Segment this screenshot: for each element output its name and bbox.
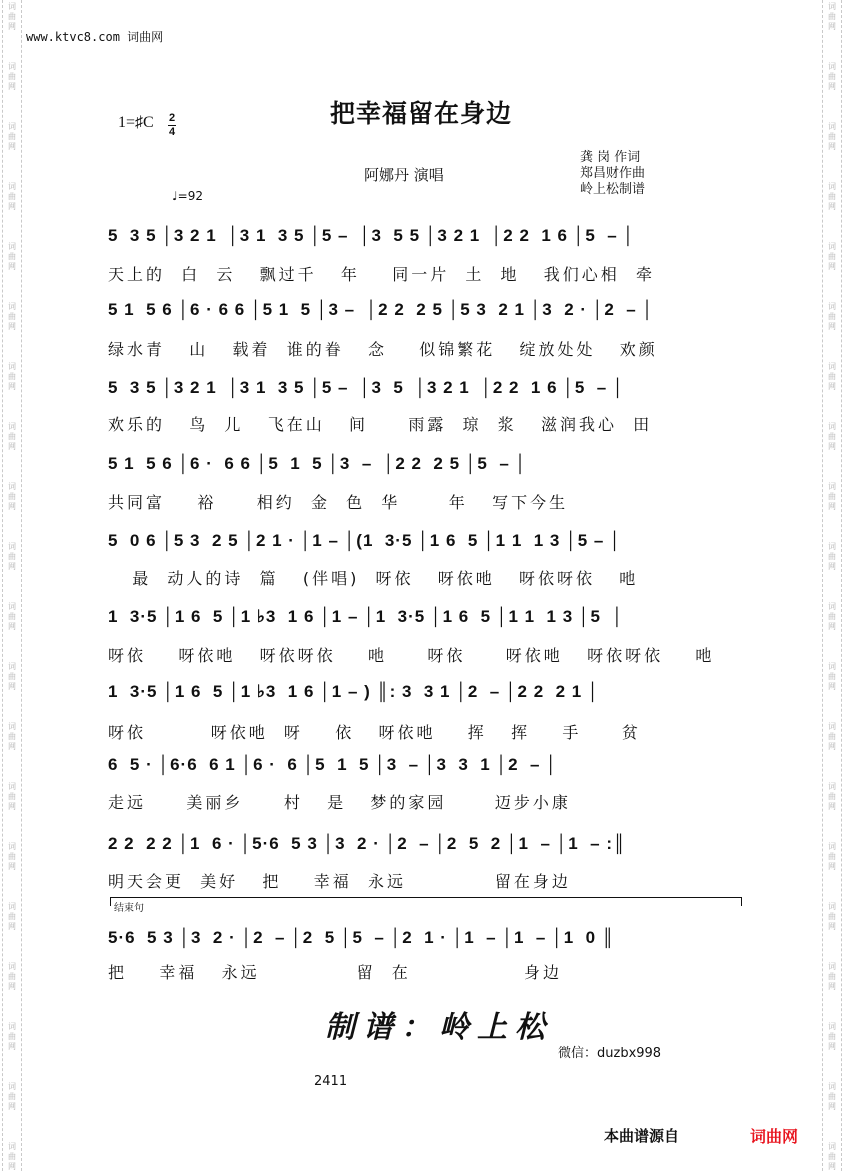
lyric-line-8: 走远 美丽乡 村 是 梦的家园 迈步小康 <box>108 793 571 812</box>
lyric-line-3: 欢乐的 鸟 儿 飞在山 间 雨露 琼 浆 滋润我心 田 <box>108 415 653 434</box>
notation-line-10: 5·6 5 3 │3 2 · │2 – │2 5 │5 – │2 1 · │1 – │1 – │1 0 ║ <box>108 928 615 947</box>
lyric-line-10: 把 幸福 永远 留 在 身边 <box>108 963 563 982</box>
credits-block <box>580 150 645 198</box>
lyricist-credit: 龚 岗 作词 <box>580 150 641 165</box>
side-watermark-mark: 词 曲 网 <box>8 842 16 871</box>
side-watermark-mark: 词 曲 网 <box>8 2 16 31</box>
side-watermark-mark: 词 曲 网 <box>8 122 16 151</box>
tempo-marking: ♩=92 <box>172 189 203 203</box>
side-watermark-mark: 词 曲 网 <box>828 602 836 631</box>
side-watermark-mark: 词 曲 网 <box>8 362 16 391</box>
side-watermark-mark: 词 曲 网 <box>8 422 16 451</box>
side-watermark-mark: 词 曲 网 <box>828 62 836 91</box>
key-signature: 1=♯C <box>118 114 154 131</box>
lyric-line-2: 绿水青 山 载着 谁的眷 念 似锦繁花 绽放处处 欢颜 <box>108 340 658 359</box>
side-watermark-mark: 词 曲 网 <box>828 962 836 991</box>
side-watermark-mark: 词 曲 网 <box>828 1142 836 1171</box>
brand-link[interactable]: 词曲网 <box>750 1127 799 1146</box>
side-watermark-mark: 词 曲 网 <box>828 782 836 811</box>
transcriber-signature: 制谱：岭上松 <box>325 1010 553 1045</box>
side-watermark-mark: 词 曲 网 <box>828 362 836 391</box>
ending-bracket <box>110 897 742 906</box>
side-watermark-mark: 词 曲 网 <box>8 962 16 991</box>
side-watermark-mark: 词 曲 网 <box>828 722 836 751</box>
right-side-watermark-strip <box>822 0 842 1171</box>
side-watermark-mark: 词 曲 网 <box>8 782 16 811</box>
page-title: 把幸福留在身边 <box>329 99 512 128</box>
side-watermark-mark: 词 曲 网 <box>828 182 836 211</box>
side-watermark-mark: 词 曲 网 <box>828 902 836 931</box>
side-watermark-mark: 词 曲 网 <box>8 662 16 691</box>
composer-credit: 郑昌财作曲 <box>580 166 646 181</box>
site-header: www.ktvc8.com 词曲网 <box>26 30 164 44</box>
notation-line-8: 6 5 · │6·6 6 1 │6 · 6 │5 1 5 │3 – │3 3 1 │2 – │ <box>108 755 558 774</box>
notation-line-9: 2 2 2 2 │1 6 · │5·6 5 3 │3 2 · │2 – │2 5 2 │1 – │1 – :║ <box>108 834 627 853</box>
notation-line-1: 5 3 5 │3 2 1 │3 1 3 5 │5 – │3 5 5 │3 2 1 │2 2 1 6 │5 – │ <box>108 226 636 245</box>
notation-line-2: 5 1 5 6 │6 · 6 6 │5 1 5 │3 – │2 2 2 5 │5 3 2 1 │3 2 · │2 – │ <box>108 300 655 319</box>
meter-top: 2 <box>168 112 176 124</box>
side-watermark-mark: 词 曲 网 <box>828 662 836 691</box>
lyric-line-5: 最 动人的诗 篇 (伴唱) 呀依 呀依吔 呀依呀依 吔 <box>108 569 639 588</box>
side-watermark-mark: 词 曲 网 <box>8 542 16 571</box>
notation-line-5: 5 0 6 │5 3 2 5 │2 1 · │1 – │(1 3·5 │1 6 5 │1 1 1 3 │5 – │ <box>108 531 622 550</box>
side-watermark-mark: 词 曲 网 <box>8 1022 16 1051</box>
side-watermark-mark: 词 曲 网 <box>8 182 16 211</box>
singer-credit: 阿娜丹 演唱 <box>364 166 444 184</box>
lyric-line-1: 天上的 白 云 飘过千 年 同一片 土 地 我们心相 牵 <box>108 265 655 284</box>
notation-line-3: 5 3 5 │3 2 1 │3 1 3 5 │5 – │3 5 │3 2 1 │2 2 1 6 │5 – │ <box>108 378 625 397</box>
lyric-line-4: 共同富 裕 相约 金 色 华 年 写下今生 <box>108 493 569 512</box>
side-watermark-mark: 词 曲 网 <box>8 1142 16 1171</box>
side-watermark-mark: 词 曲 网 <box>828 482 836 511</box>
side-watermark-mark: 词 曲 网 <box>8 242 16 271</box>
side-watermark-mark: 词 曲 网 <box>8 722 16 751</box>
side-watermark-mark: 词 曲 网 <box>828 1082 836 1111</box>
side-watermark-mark: 词 曲 网 <box>828 422 836 451</box>
lyric-line-7: 呀依 呀依吔 呀 依 呀依吔 挥 挥 手 贫 <box>108 723 641 742</box>
time-signature <box>168 113 176 138</box>
side-watermark-mark: 词 曲 网 <box>828 2 836 31</box>
left-side-watermark-strip <box>2 0 22 1171</box>
page-number: 2411 <box>314 1074 348 1089</box>
side-watermark-mark: 词 曲 网 <box>828 242 836 271</box>
source-label: 本曲谱源自 <box>604 1127 680 1145</box>
lyric-line-6: 呀依 呀依吔 呀依呀依 吔 呀依 呀依吔 呀依呀依 吔 <box>108 646 715 665</box>
side-watermark-mark: 词 曲 网 <box>828 122 836 151</box>
side-watermark-mark: 词 曲 网 <box>8 302 16 331</box>
side-watermark-mark: 词 曲 网 <box>828 302 836 331</box>
ending-label: 结束句 <box>114 903 144 914</box>
lyric-line-9: 明天会更 美好 把 幸福 永远 留在身边 <box>108 872 571 891</box>
side-watermark-mark: 词 曲 网 <box>8 62 16 91</box>
side-watermark-mark: 词 曲 网 <box>828 1022 836 1051</box>
side-watermark-mark: 词 曲 网 <box>8 1082 16 1111</box>
side-watermark-mark: 词 曲 网 <box>8 902 16 931</box>
transcriber-credit: 岭上松制谱 <box>580 182 646 197</box>
side-watermark-mark: 词 曲 网 <box>8 482 16 511</box>
side-watermark-mark: 词 曲 网 <box>8 602 16 631</box>
wechat-contact: 微信：duzbx998 <box>558 1046 662 1061</box>
meter-bottom: 4 <box>168 126 176 138</box>
side-watermark-mark: 词 曲 网 <box>828 842 836 871</box>
side-watermark-mark: 词 曲 网 <box>828 542 836 571</box>
notation-line-6: 1 3·5 │1 6 5 │1 ♭3 1 6 │1 – │1 3·5 │1 6 5 │1 1 1 3 │5 │ <box>108 607 625 626</box>
notation-line-4: 5 1 5 6 │6 · 6 6 │5 1 5 │3 – │2 2 2 5 │5 – │ <box>108 454 528 473</box>
notation-line-7: 1 3·5 │1 6 5 │1 ♭3 1 6 │1 – ) ║: 3 3 1 │2 – │2 2 2 1 │ <box>108 682 600 701</box>
